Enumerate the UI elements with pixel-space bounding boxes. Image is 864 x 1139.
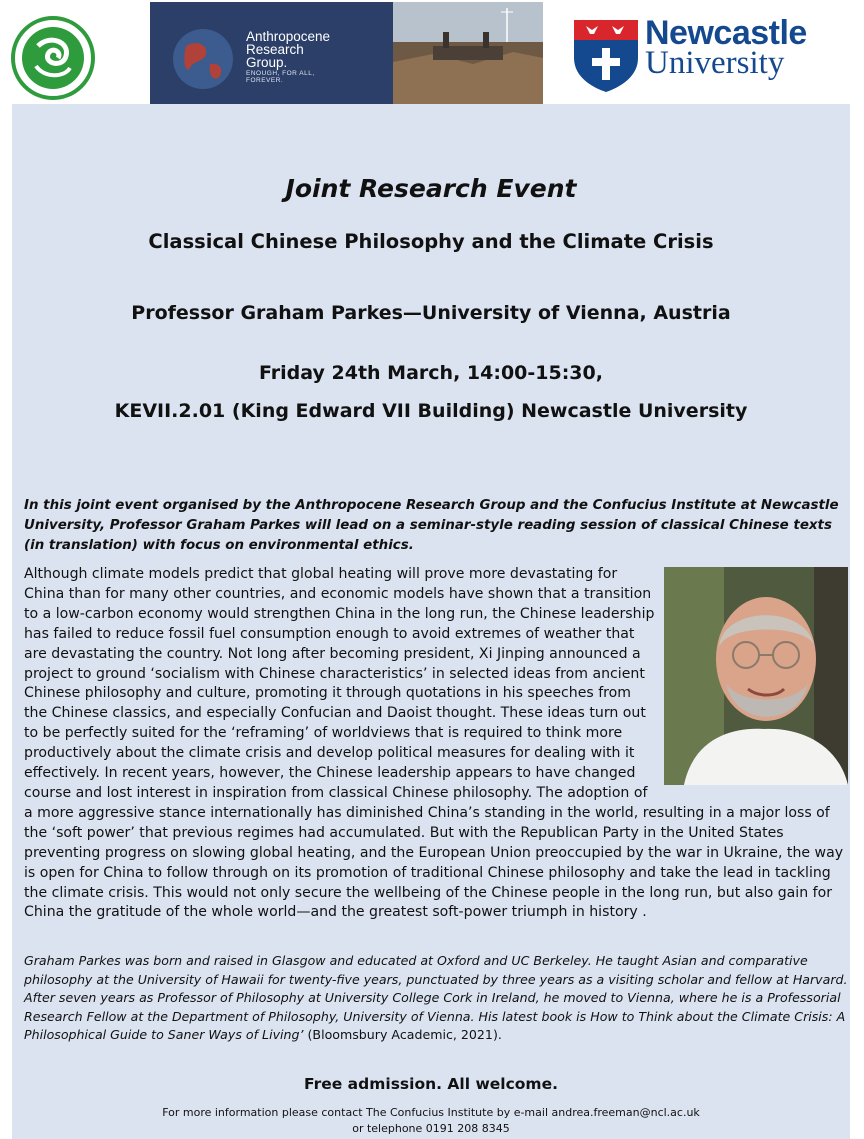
contact-line-1: For more information please contact The Confucius Institute by e-mail andrea.freeman@ncl.ac.uk bbox=[162, 1106, 700, 1119]
bio-text: Graham Parkes was born and raised in Glasgow and educated at Oxford and UC Berkeley. He taught Asian and comparative philosophy at the University of Hawaii for twenty-five years, punctuated by three years as a visiting scholar and fellow at Harvard. After seven years as Professor of Philosophy at University College Cork in Ireland, he moved to Vienna, where he is a Professorial Research Fellow at the Department of Philosophy, University of Vienna. His latest book is How to Think about the Climate Crisis: A Philosophical Guide to Saner Ways of Living’ bbox=[24, 953, 848, 1043]
speaker-bio bbox=[24, 952, 848, 1045]
contact-line-2: or telephone 0191 208 8345 bbox=[352, 1122, 510, 1135]
speaker-portrait bbox=[664, 567, 848, 785]
speaker-line: Professor Graham Parkes—University of Vienna, Austria bbox=[131, 302, 731, 324]
event-venue: KEVII.2.01 (King Edward VII Building) Newcastle University bbox=[114, 400, 748, 422]
mine-landscape-photo bbox=[393, 2, 543, 104]
research-line: Research bbox=[246, 42, 304, 57]
newcastle-wordmark: Newcastle bbox=[645, 14, 807, 52]
event-title: Classical Chinese Philosophy and the Climate Crisis bbox=[148, 230, 714, 253]
anthropocene-tagline bbox=[246, 70, 336, 84]
body-paragraph: Although climate models predict that global heating will prove more devastating for China than for many other countries, and economic models have shown that a transition to a low-carbon economy would strengthen China in the long run, the Chinese leadership has failed to reduce fossil fuel consumption enough to avoid extremes of weather that are devastating the country. Not long after becoming president, Xi Jinping announced a project to ground ‘socialism with Chinese characteristics’ in selected ideas from ancient Chinese philosophy and culture, promoting it through quotations in his speeches from the Chinese classics, and especially Confucian and Daoist thought. These ideas turn out to be perfectly suited for the ‘reframing’ of worldviews that is required to think more productively about the climate crisis and develop political measures for dealing with it effectively. In recent years, however, the Chinese leadership appears to have changed course and lost interest in inspiration from classical Chinese philosophy. The adoption of a more aggressive stance internationally has diminished China’s standing in the world, resulting in a major loss of the ‘soft power’ that previous regimes had accumulated. But with the Republican Party in the United States preventing progress on slowing global heating, and the European Union preoccupied by the war in Ukraine, the way is open for China to follow through on its promotion of traditional Chinese philosophy and take the lead in tackling the climate crisis. This would not only secure the wellbeing of the Chinese people in the long run, but also gain for China the gratitude of the whole world—and the greatest soft-power triumph in history . bbox=[24, 566, 844, 921]
event-datetime: Friday 24th March, 14:00-15:30, bbox=[259, 362, 603, 384]
anthropocene-line: Anthropocene bbox=[246, 29, 331, 44]
confucius-institute-logo bbox=[8, 16, 98, 100]
intro-paragraph: In this joint event organised by the Anthropocene Research Group and the Confucius Institute at Newcastle University, Professor Graham Parkes will lead on a seminar-style reading session of classical Chinese texts (in translation) with focus on environmental ethics. bbox=[24, 498, 839, 553]
anthropocene-research-group-logo bbox=[150, 2, 543, 104]
tagline-line-1: ENOUGH, FOR ALL, bbox=[246, 70, 315, 77]
event-kind: Joint Research Event bbox=[285, 174, 577, 203]
body-section bbox=[24, 565, 848, 923]
bio-publisher: (Bloomsbury Academic, 2021). bbox=[303, 1027, 502, 1043]
contact-info bbox=[12, 1105, 850, 1137]
admission-note: Free admission. All welcome. bbox=[304, 1075, 558, 1093]
globe-icon bbox=[172, 28, 234, 90]
university-wordmark: University bbox=[645, 45, 785, 81]
newcastle-shield-icon bbox=[572, 18, 640, 94]
header-logos bbox=[0, 0, 864, 104]
tagline-line-2: FOREVER. bbox=[246, 77, 284, 84]
anthropocene-wordmark bbox=[246, 30, 330, 69]
group-line: Group. bbox=[246, 55, 288, 70]
